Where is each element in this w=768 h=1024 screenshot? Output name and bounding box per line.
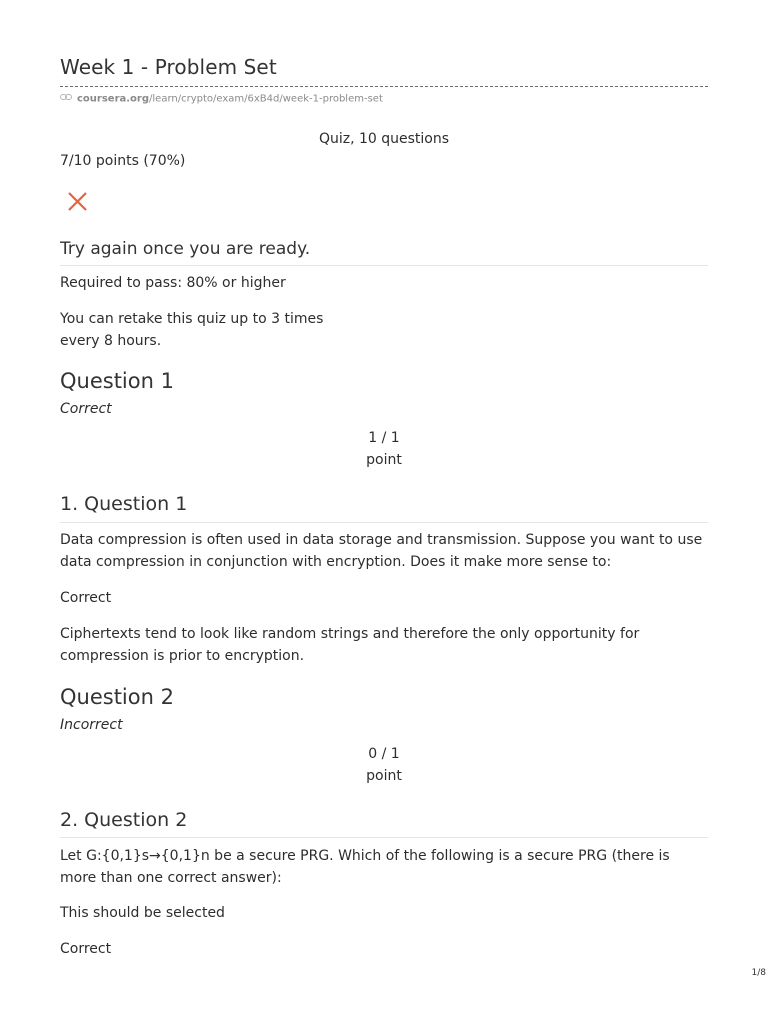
question-1-prompt: Data compression is often used in data storage and transmission. Suppose you want to use data compression in conjunction with encryption. Does it make more sense to: [60, 532, 703, 570]
source-url[interactable] [60, 93, 383, 105]
question-2-score-unit: point [366, 768, 402, 784]
result-divider [60, 265, 708, 266]
question-1-score-unit: point [366, 452, 402, 468]
question-2-subheading: 2. Question 2 [60, 809, 188, 831]
result-heading: Try again once you are ready. [60, 239, 311, 259]
link-icon [60, 93, 74, 104]
question-1-score [60, 427, 708, 471]
title-divider [60, 86, 708, 87]
question-1-feedback: Correct [60, 590, 112, 606]
question-2-feedback: Correct [60, 941, 112, 957]
question-1-score-value: 1 / 1 [368, 430, 400, 446]
quiz-points: 7/10 points (70%) [60, 153, 186, 169]
retake-line-2: every 8 hours. [60, 333, 162, 349]
question-2-prompt: Let G:{0,1}s→{0,1}n be a secure PRG. Which of the following is a secure PRG (there is more than one correct answer): [60, 848, 670, 886]
question-2-status: Incorrect [60, 717, 123, 733]
question-2-score-value: 0 / 1 [368, 746, 400, 762]
question-2-note: This should be selected [60, 905, 225, 921]
question-1-status: Correct [60, 401, 112, 417]
required-to-pass: Required to pass: 80% or higher [60, 275, 286, 291]
question-1-divider [60, 522, 708, 523]
retake-info [60, 308, 708, 352]
url-path[interactable]: /learn/crypto/exam/6xB4d/week-1-problem-set [149, 93, 383, 105]
question-2-heading: Question 2 [60, 685, 174, 709]
question-1-subheading: 1. Question 1 [60, 493, 188, 515]
page-number: 1/8 [751, 968, 766, 978]
page-title: Week 1 - Problem Set [60, 55, 277, 79]
retake-line-1: You can retake this quiz up to 3 times [60, 311, 324, 327]
url-host[interactable]: coursera.org [77, 93, 150, 105]
close-icon [67, 191, 89, 213]
quiz-question-count: Quiz, 10 questions [318, 131, 450, 147]
question-2-score [60, 743, 708, 787]
question-2-divider [60, 837, 708, 838]
question-1-explanation: Ciphertexts tend to look like random strings and therefore the only opportunity for compression is prior to encryption. [60, 626, 640, 664]
question-1-heading: Question 1 [60, 369, 174, 393]
